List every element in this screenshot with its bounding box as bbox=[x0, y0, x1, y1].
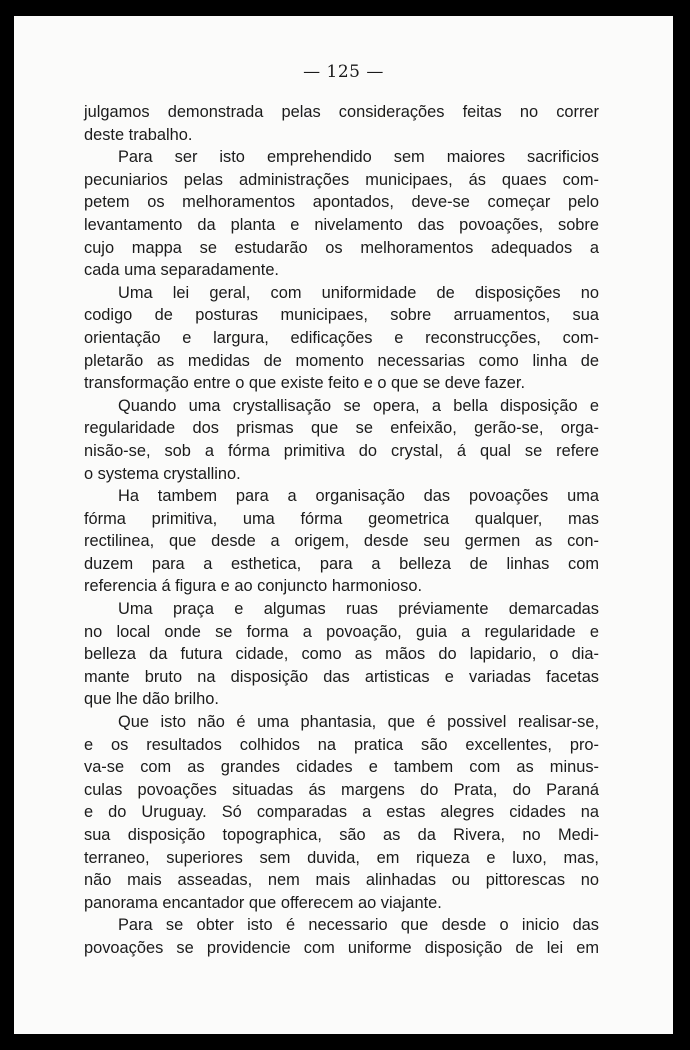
text-line bbox=[84, 327, 599, 350]
text-line bbox=[84, 395, 599, 418]
text-line-content: Uma lei geral, com uniformidade de disposições no bbox=[118, 283, 599, 302]
text-line bbox=[84, 169, 599, 192]
text-line bbox=[84, 553, 599, 576]
text-line-content: deste trabalho. bbox=[84, 125, 193, 144]
text-line bbox=[84, 463, 599, 486]
text-line-content: nisão-se, sob a fórma primitiva do crystal, á qual se refere bbox=[84, 441, 599, 460]
text-line bbox=[84, 734, 599, 757]
text-line bbox=[84, 214, 599, 237]
text-line-content: e do Uruguay. Só comparadas a estas alegres cidades na bbox=[84, 803, 599, 822]
text-line-content: Quando uma crystallisação se opera, a bella disposição e bbox=[118, 396, 599, 415]
text-line bbox=[84, 146, 599, 169]
text-line-content: va-se com as grandes cidades e tambem com as minus- bbox=[84, 758, 599, 777]
text-line-content: não mais asseadas, nem mais alinhadas ou pittorescas no bbox=[84, 871, 599, 890]
text-line-content: orientação e largura, edificações e reconstrucções, com- bbox=[84, 328, 599, 347]
text-line-content: julgamos demonstrada pelas considerações feitas no correr bbox=[84, 103, 599, 121]
text-line bbox=[84, 508, 599, 531]
text-line bbox=[84, 666, 599, 689]
text-line bbox=[84, 937, 599, 960]
text-line-content: Uma praça e algumas ruas préviamente demarcadas bbox=[118, 600, 599, 619]
text-line-content: que lhe dão brilho. bbox=[84, 690, 219, 709]
text-line bbox=[84, 869, 599, 892]
text-line bbox=[84, 282, 599, 305]
text-line bbox=[84, 847, 599, 870]
text-line-content: e os resultados colhidos na pratica são excellentes, pro- bbox=[84, 735, 599, 754]
text-line bbox=[84, 621, 599, 644]
text-line-content: Para ser isto emprehendido sem maiores sacrificios bbox=[118, 148, 599, 167]
text-line-content: cujo mappa se estudarão os melhoramentos adequados a bbox=[84, 238, 599, 257]
text-line-content: pecuniarios pelas administrações municipaes, ás quaes com- bbox=[84, 170, 599, 189]
text-line-content: rectilinea, que desde a origem, desde seu germen as con- bbox=[84, 532, 599, 551]
text-line-content: panorama encantador que offerecem ao viajante. bbox=[84, 893, 442, 912]
text-line bbox=[84, 304, 599, 327]
text-line-content: fórma primitiva, uma fórma geometrica qualquer, mas bbox=[84, 509, 599, 528]
text-line-content: Que isto não é uma phantasia, que é possivel realisar-se, bbox=[118, 713, 599, 732]
text-line bbox=[84, 485, 599, 508]
text-line bbox=[84, 350, 599, 373]
text-line bbox=[84, 237, 599, 260]
text-line-content: belleza da futura cidade, como as mãos do lapidario, o dia- bbox=[84, 645, 599, 664]
text-line bbox=[84, 530, 599, 553]
text-line-content: pletarão as medidas de momento necessarias como linha de bbox=[84, 351, 599, 370]
text-line-content: regularidade dos prismas que se enfeixão, gerão-se, orga- bbox=[84, 419, 599, 438]
text-line-content: Para se obter isto é necessario que desde o inicio das bbox=[118, 916, 599, 935]
text-line-content: no local onde se forma a povoação, guia a regularidade e bbox=[84, 622, 599, 641]
text-line bbox=[84, 598, 599, 621]
text-line-content: culas povoações situadas ás margens do Prata, do Paraná bbox=[84, 780, 599, 799]
text-line-content: referencia á figura e ao conjuncto harmonioso. bbox=[84, 577, 423, 596]
text-line-content: levantamento da planta e nivelamento das povoações, sobre bbox=[84, 215, 599, 234]
text-line bbox=[84, 643, 599, 666]
text-line bbox=[84, 779, 599, 802]
text-line-content: transformação entre o que existe feito e o que se deve fazer. bbox=[84, 374, 525, 393]
text-line-content: povoações se providencie com uniforme disposição de lei em bbox=[84, 938, 599, 957]
book-page bbox=[14, 16, 673, 1034]
text-line bbox=[84, 417, 599, 440]
text-line-content: sua disposição topographica, são as da Rivera, no Medi- bbox=[84, 826, 599, 844]
text-line bbox=[84, 688, 599, 711]
text-line bbox=[84, 914, 599, 937]
text-line bbox=[84, 711, 599, 734]
text-line-content: cada uma separadamente. bbox=[84, 261, 279, 280]
text-line bbox=[84, 191, 599, 214]
text-line bbox=[84, 124, 599, 147]
text-line bbox=[84, 372, 599, 395]
text-line bbox=[84, 575, 599, 598]
text-line-content: petem os melhoramentos apontados, deve-se começar pelo bbox=[84, 193, 599, 212]
text-line bbox=[84, 824, 599, 847]
text-line-content: mante bruto na disposição das artisticas e variadas facetas bbox=[84, 667, 599, 686]
text-line-content: codigo de posturas municipaes, sobre arruamentos, sua bbox=[84, 306, 599, 325]
text-line bbox=[84, 101, 599, 124]
text-line-content: Ha tambem para a organisação das povoações uma bbox=[118, 487, 599, 506]
text-line-content: o systema crystallino. bbox=[84, 464, 241, 483]
text-line bbox=[84, 756, 599, 779]
text-line-content: duzem para a esthetica, para a belleza de linhas com bbox=[84, 554, 599, 573]
text-line bbox=[84, 440, 599, 463]
text-line-content: terraneo, superiores sem duvida, em riqueza e luxo, mas, bbox=[84, 848, 599, 867]
text-line bbox=[84, 259, 599, 282]
page-number: — 125 — bbox=[303, 62, 384, 82]
text-line bbox=[84, 801, 599, 824]
body-text bbox=[84, 101, 599, 960]
text-line bbox=[84, 892, 599, 915]
